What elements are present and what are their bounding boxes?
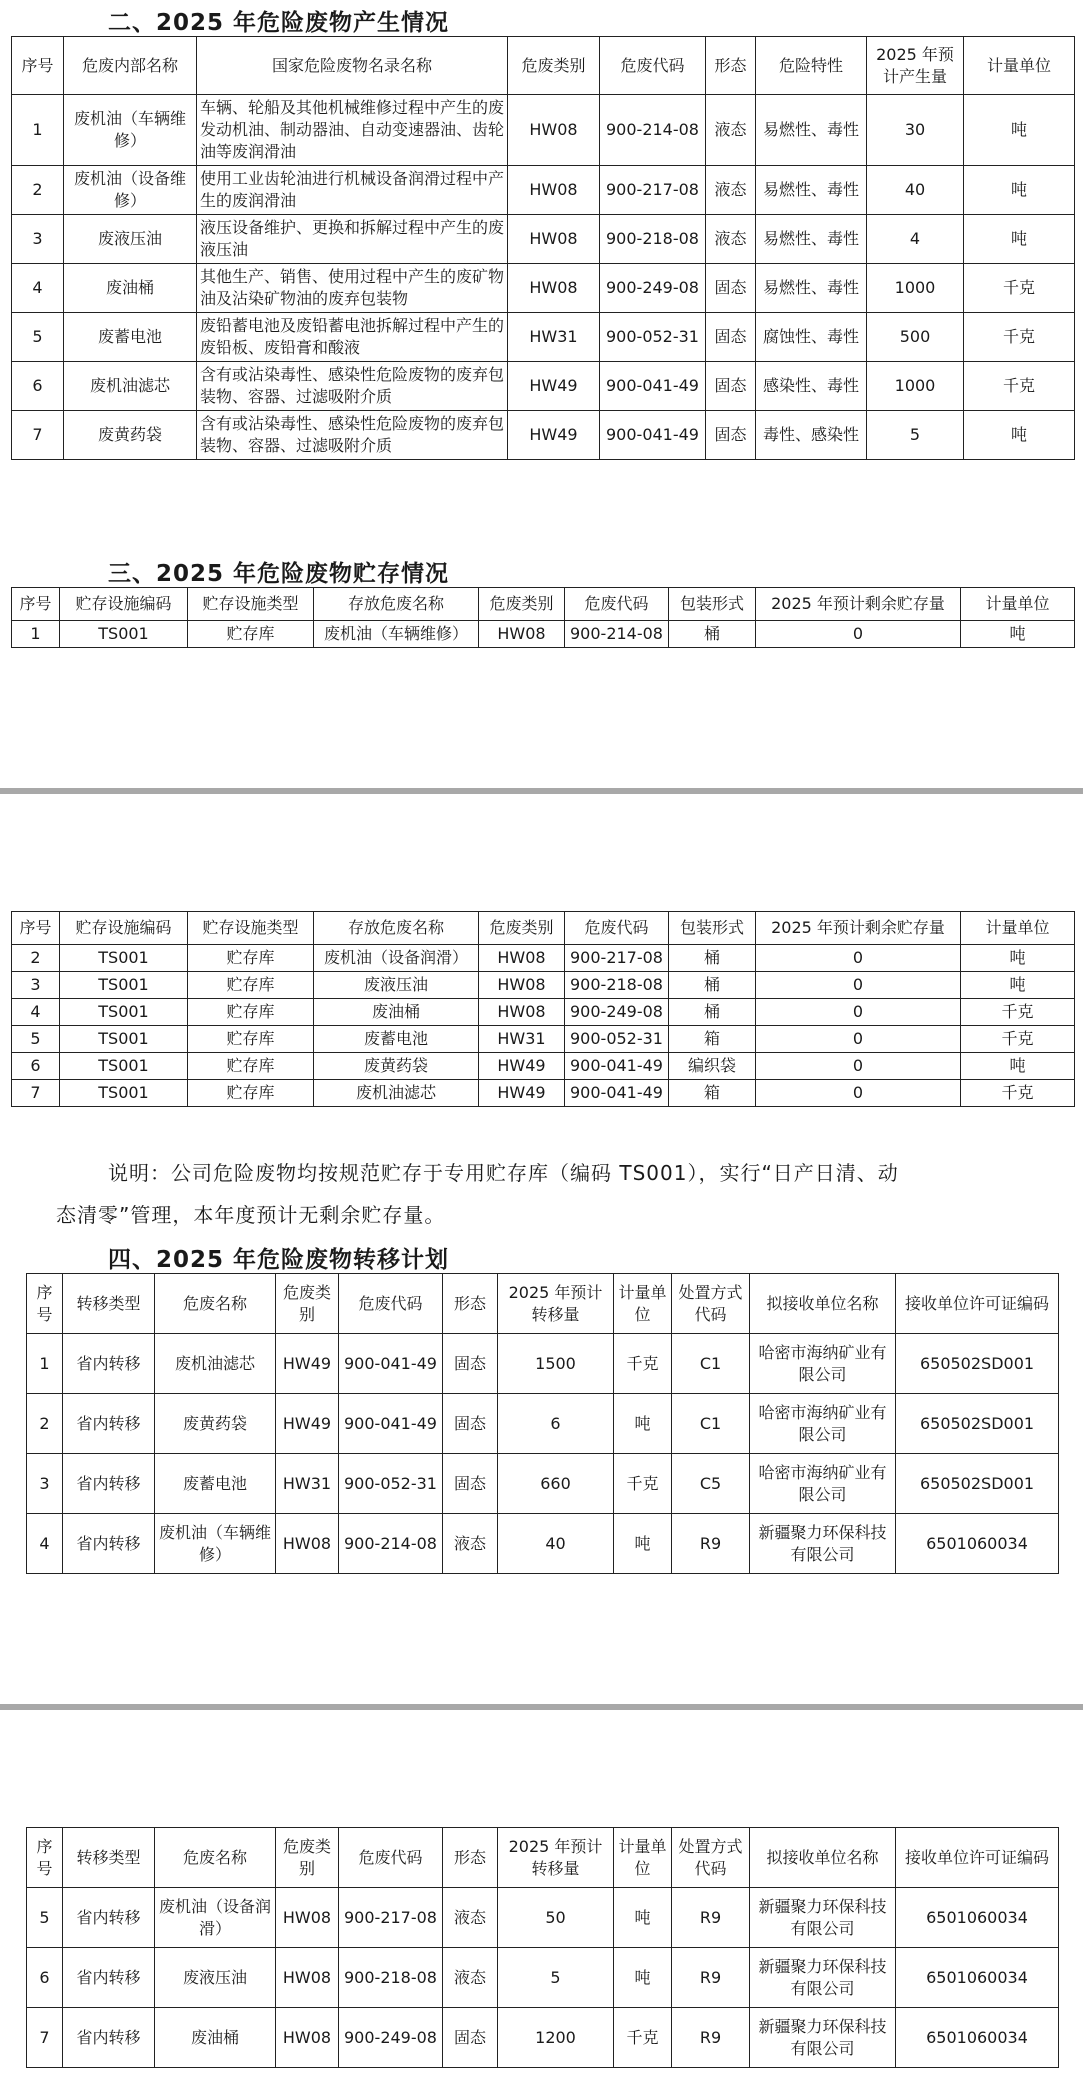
cell-transfer-type: 省内转移 <box>63 1454 155 1514</box>
cell-facility-type: 贮存库 <box>188 1080 314 1107</box>
cell-category: HW08 <box>479 945 565 972</box>
cell-seq: 3 <box>12 972 60 999</box>
column-header-seq: 序号 <box>12 912 60 945</box>
cell-packaging: 桶 <box>669 972 756 999</box>
cell-unit: 千克 <box>964 264 1075 313</box>
table-row <box>27 1888 1059 1948</box>
cell-category: HW49 <box>508 411 600 460</box>
table-row <box>27 1948 1059 2008</box>
cell-code: 900-249-08 <box>339 2008 443 2068</box>
cell-transfer-type: 省内转移 <box>63 1948 155 2008</box>
cell-code: 900-249-08 <box>565 999 669 1026</box>
cell-state: 固态 <box>706 264 756 313</box>
cell-category: HW31 <box>479 1026 565 1053</box>
cell-transfer-type: 省内转移 <box>63 1394 155 1454</box>
cell-packaging: 桶 <box>669 621 756 648</box>
column-header-hazard: 危险特性 <box>756 37 867 95</box>
cell-facility-code: TS001 <box>60 621 188 648</box>
cell-seq: 5 <box>12 313 64 362</box>
cell-code: 900-214-08 <box>339 1514 443 1574</box>
cell-code: 900-041-49 <box>600 362 706 411</box>
cell-catalog-name: 废铅蓄电池及废铅蓄电池拆解过程中产生的废铅板、废铅膏和酸液 <box>197 313 508 362</box>
cell-disposal-code: R9 <box>672 1888 750 1948</box>
table-row <box>12 264 1075 313</box>
cell-stored-waste: 废黄药袋 <box>314 1053 479 1080</box>
column-header-planned-transfer: 2025 年预计转移量 <box>498 1828 614 1888</box>
cell-state: 固态 <box>443 1334 498 1394</box>
column-header-unit: 计量单位 <box>964 37 1075 95</box>
column-header-catalog-name: 国家危险废物名录名称 <box>197 37 508 95</box>
column-header-stored-waste: 存放危废名称 <box>314 912 479 945</box>
column-header-seq: 序号 <box>27 1828 63 1888</box>
cell-receiver-license: 6501060034 <box>896 2008 1059 2068</box>
cell-category: HW08 <box>276 1948 339 2008</box>
cell-unit: 吨 <box>961 621 1075 648</box>
cell-internal-name: 废机油（车辆维修） <box>64 95 197 166</box>
cell-facility-type: 贮存库 <box>188 999 314 1026</box>
cell-disposal-code: C1 <box>672 1394 750 1454</box>
cell-catalog-name: 含有或沾染毒性、感染性危险废物的废弃包装物、容器、过滤吸附介质 <box>197 362 508 411</box>
cell-state: 液态 <box>443 1948 498 2008</box>
table-row <box>27 1394 1059 1454</box>
column-header-category: 危废类别 <box>276 1274 339 1334</box>
cell-internal-name: 废黄药袋 <box>64 411 197 460</box>
storage-table-page2 <box>11 911 1075 1107</box>
cell-receiver-name: 新疆聚力环保科技有限公司 <box>750 1514 896 1574</box>
table-row <box>12 166 1075 215</box>
cell-state: 固态 <box>706 362 756 411</box>
cell-code: 900-249-08 <box>600 264 706 313</box>
column-header-code: 危废代码 <box>565 912 669 945</box>
cell-receiver-license: 650502SD001 <box>896 1394 1059 1454</box>
section-2-title: 二、2025 年危险废物产生情况 <box>108 10 450 36</box>
cell-planned-amount: 30 <box>867 95 964 166</box>
cell-packaging: 桶 <box>669 999 756 1026</box>
cell-receiver-name: 哈密市海纳矿业有限公司 <box>750 1394 896 1454</box>
cell-unit: 千克 <box>961 999 1075 1026</box>
column-header-remaining-storage: 2025 年预计剩余贮存量 <box>756 912 961 945</box>
cell-internal-name: 废油桶 <box>64 264 197 313</box>
column-header-category: 危废类别 <box>508 37 600 95</box>
cell-waste-name: 废机油滤芯 <box>155 1334 276 1394</box>
cell-planned-amount: 1000 <box>867 264 964 313</box>
cell-state: 液态 <box>706 215 756 264</box>
column-header-planned-amount: 2025 年预计产生量 <box>867 37 964 95</box>
cell-receiver-license: 650502SD001 <box>896 1454 1059 1514</box>
cell-hazard: 腐蚀性、毒性 <box>756 313 867 362</box>
column-header-receiver-license: 接收单位许可证编码 <box>896 1274 1059 1334</box>
cell-facility-type: 贮存库 <box>188 972 314 999</box>
cell-waste-name: 废蓄电池 <box>155 1454 276 1514</box>
column-header-internal-name: 危废内部名称 <box>64 37 197 95</box>
cell-seq: 4 <box>12 999 60 1026</box>
cell-stored-waste: 废液压油 <box>314 972 479 999</box>
cell-unit: 吨 <box>964 411 1075 460</box>
cell-receiver-name: 新疆聚力环保科技有限公司 <box>750 1888 896 1948</box>
transfer-plan-table-page2 <box>26 1827 1059 2068</box>
cell-unit: 千克 <box>964 362 1075 411</box>
cell-seq: 2 <box>12 166 64 215</box>
cell-unit: 吨 <box>614 1948 672 2008</box>
cell-category: HW08 <box>479 999 565 1026</box>
cell-code: 900-218-08 <box>600 215 706 264</box>
cell-hazard: 感染性、毒性 <box>756 362 867 411</box>
table-header-row <box>12 37 1075 95</box>
column-header-code: 危废代码 <box>339 1274 443 1334</box>
cell-seq: 3 <box>27 1454 63 1514</box>
cell-hazard: 毒性、感染性 <box>756 411 867 460</box>
cell-facility-type: 贮存库 <box>188 1053 314 1080</box>
cell-remaining-storage: 0 <box>756 1053 961 1080</box>
cell-seq: 2 <box>12 945 60 972</box>
cell-unit: 千克 <box>614 2008 672 2068</box>
section-4-title: 四、2025 年危险废物转移计划 <box>108 1247 450 1273</box>
cell-category: HW08 <box>508 215 600 264</box>
column-header-state: 形态 <box>443 1274 498 1334</box>
cell-code: 900-041-49 <box>339 1394 443 1454</box>
cell-catalog-name: 含有或沾染毒性、感染性危险废物的废弃包装物、容器、过滤吸附介质 <box>197 411 508 460</box>
cell-code: 900-041-49 <box>339 1334 443 1394</box>
cell-code: 900-217-08 <box>565 945 669 972</box>
column-header-state: 形态 <box>443 1828 498 1888</box>
cell-receiver-name: 新疆聚力环保科技有限公司 <box>750 1948 896 2008</box>
page-separator <box>0 1704 1083 1710</box>
cell-planned-transfer: 1500 <box>498 1334 614 1394</box>
cell-unit: 吨 <box>964 166 1075 215</box>
cell-stored-waste: 废蓄电池 <box>314 1026 479 1053</box>
cell-category: HW08 <box>508 95 600 166</box>
cell-category: HW31 <box>276 1454 339 1514</box>
cell-code: 900-041-49 <box>600 411 706 460</box>
cell-planned-transfer: 50 <box>498 1888 614 1948</box>
column-header-facility-type: 贮存设施类型 <box>188 588 314 621</box>
table-header-row <box>27 1274 1059 1334</box>
cell-disposal-code: R9 <box>672 1514 750 1574</box>
column-header-unit: 计量单位 <box>614 1274 672 1334</box>
transfer-plan-table-page1 <box>26 1273 1059 1574</box>
column-header-planned-transfer: 2025 年预计转移量 <box>498 1274 614 1334</box>
cell-seq: 4 <box>27 1514 63 1574</box>
table-row <box>12 1053 1075 1080</box>
cell-packaging: 箱 <box>669 1026 756 1053</box>
cell-receiver-license: 6501060034 <box>896 1948 1059 2008</box>
storage-table-page1 <box>11 587 1075 648</box>
cell-category: HW49 <box>479 1080 565 1107</box>
cell-waste-name: 废机油（车辆维修） <box>155 1514 276 1574</box>
column-header-waste-name: 危废名称 <box>155 1828 276 1888</box>
cell-state: 液态 <box>443 1888 498 1948</box>
cell-seq: 5 <box>27 1888 63 1948</box>
column-header-unit: 计量单位 <box>614 1828 672 1888</box>
column-header-code: 危废代码 <box>600 37 706 95</box>
cell-state: 固态 <box>706 313 756 362</box>
column-header-receiver-name: 拟接收单位名称 <box>750 1274 896 1334</box>
column-header-stored-waste: 存放危废名称 <box>314 588 479 621</box>
cell-planned-amount: 500 <box>867 313 964 362</box>
cell-receiver-name: 哈密市海纳矿业有限公司 <box>750 1334 896 1394</box>
cell-unit: 千克 <box>961 1026 1075 1053</box>
cell-seq: 7 <box>27 2008 63 2068</box>
cell-category: HW08 <box>276 2008 339 2068</box>
column-header-facility-type: 贮存设施类型 <box>188 912 314 945</box>
cell-remaining-storage: 0 <box>756 999 961 1026</box>
cell-catalog-name: 车辆、轮船及其他机械维修过程中产生的废发动机油、制动器油、自动变速器油、齿轮油等废润滑油 <box>197 95 508 166</box>
cell-catalog-name: 液压设备维护、更换和拆解过程中产生的废液压油 <box>197 215 508 264</box>
column-header-waste-name: 危废名称 <box>155 1274 276 1334</box>
cell-stored-waste: 废油桶 <box>314 999 479 1026</box>
cell-planned-amount: 1000 <box>867 362 964 411</box>
cell-remaining-storage: 0 <box>756 1080 961 1107</box>
cell-category: HW49 <box>276 1334 339 1394</box>
cell-state: 固态 <box>443 2008 498 2068</box>
cell-facility-code: TS001 <box>60 1053 188 1080</box>
cell-seq: 6 <box>12 1053 60 1080</box>
cell-code: 900-214-08 <box>600 95 706 166</box>
cell-planned-transfer: 1200 <box>498 2008 614 2068</box>
cell-category: HW08 <box>508 166 600 215</box>
cell-state: 液态 <box>443 1514 498 1574</box>
storage-note-line1: 说明：公司危险废物均按规范贮存于专用贮存库（编码 TS001），实行“日产日清、动 <box>108 1161 899 1185</box>
column-header-disposal-code: 处置方式代码 <box>672 1828 750 1888</box>
table-row <box>12 1080 1075 1107</box>
cell-unit: 千克 <box>961 1080 1075 1107</box>
cell-remaining-storage: 0 <box>756 1026 961 1053</box>
table-row <box>12 95 1075 166</box>
column-header-category: 危废类别 <box>276 1828 339 1888</box>
cell-unit: 千克 <box>614 1454 672 1514</box>
column-header-facility-code: 贮存设施编码 <box>60 588 188 621</box>
cell-planned-transfer: 660 <box>498 1454 614 1514</box>
table-row <box>12 362 1075 411</box>
table-row <box>12 972 1075 999</box>
table-row <box>12 621 1075 648</box>
cell-seq: 7 <box>12 411 64 460</box>
cell-facility-type: 贮存库 <box>188 945 314 972</box>
cell-planned-amount: 40 <box>867 166 964 215</box>
cell-transfer-type: 省内转移 <box>63 2008 155 2068</box>
cell-facility-code: TS001 <box>60 945 188 972</box>
cell-unit: 千克 <box>614 1334 672 1394</box>
cell-facility-code: TS001 <box>60 999 188 1026</box>
cell-category: HW08 <box>276 1514 339 1574</box>
table-row <box>27 2008 1059 2068</box>
storage-note-line2: 态清零”管理，本年度预计无剩余贮存量。 <box>56 1203 446 1227</box>
column-header-unit: 计量单位 <box>961 912 1075 945</box>
cell-receiver-name: 哈密市海纳矿业有限公司 <box>750 1454 896 1514</box>
cell-internal-name: 废机油（设备维修） <box>64 166 197 215</box>
cell-hazard: 易燃性、毒性 <box>756 95 867 166</box>
column-header-transfer-type: 转移类型 <box>63 1274 155 1334</box>
cell-category: HW49 <box>508 362 600 411</box>
cell-code: 900-052-31 <box>565 1026 669 1053</box>
cell-catalog-name: 其他生产、销售、使用过程中产生的废矿物油及沾染矿物油的废弃包装物 <box>197 264 508 313</box>
cell-state: 液态 <box>706 95 756 166</box>
cell-internal-name: 废蓄电池 <box>64 313 197 362</box>
cell-hazard: 易燃性、毒性 <box>756 215 867 264</box>
cell-stored-waste: 废机油（车辆维修） <box>314 621 479 648</box>
cell-disposal-code: R9 <box>672 2008 750 2068</box>
cell-facility-code: TS001 <box>60 972 188 999</box>
cell-stored-waste: 废机油（设备润滑） <box>314 945 479 972</box>
cell-category: HW08 <box>479 621 565 648</box>
table-row <box>12 313 1075 362</box>
column-header-packaging: 包装形式 <box>669 912 756 945</box>
cell-seq: 1 <box>12 621 60 648</box>
cell-facility-type: 贮存库 <box>188 621 314 648</box>
page-separator <box>0 788 1083 794</box>
cell-waste-name: 废黄药袋 <box>155 1394 276 1454</box>
column-header-state: 形态 <box>706 37 756 95</box>
cell-state: 固态 <box>443 1454 498 1514</box>
cell-internal-name: 废机油滤芯 <box>64 362 197 411</box>
column-header-transfer-type: 转移类型 <box>63 1828 155 1888</box>
cell-seq: 1 <box>12 95 64 166</box>
column-header-category: 危废类别 <box>479 588 565 621</box>
table-header-row <box>12 588 1075 621</box>
cell-code: 900-041-49 <box>565 1080 669 1107</box>
cell-internal-name: 废液压油 <box>64 215 197 264</box>
cell-unit: 吨 <box>964 95 1075 166</box>
section-3-title: 三、2025 年危险废物贮存情况 <box>108 561 450 587</box>
column-header-receiver-license: 接收单位许可证编码 <box>896 1828 1059 1888</box>
cell-seq: 6 <box>12 362 64 411</box>
table-row <box>12 411 1075 460</box>
cell-state: 固态 <box>706 411 756 460</box>
cell-packaging: 编织袋 <box>669 1053 756 1080</box>
cell-unit: 吨 <box>614 1888 672 1948</box>
table-row <box>12 945 1075 972</box>
column-header-seq: 序号 <box>12 37 64 95</box>
cell-transfer-type: 省内转移 <box>63 1514 155 1574</box>
cell-catalog-name: 使用工业齿轮油进行机械设备润滑过程中产生的废润滑油 <box>197 166 508 215</box>
cell-transfer-type: 省内转移 <box>63 1888 155 1948</box>
cell-planned-amount: 5 <box>867 411 964 460</box>
cell-receiver-license: 6501060034 <box>896 1888 1059 1948</box>
cell-planned-transfer: 5 <box>498 1948 614 2008</box>
cell-disposal-code: R9 <box>672 1948 750 2008</box>
cell-code: 900-218-08 <box>339 1948 443 2008</box>
column-header-code: 危废代码 <box>339 1828 443 1888</box>
cell-receiver-license: 6501060034 <box>896 1514 1059 1574</box>
cell-seq: 5 <box>12 1026 60 1053</box>
cell-seq: 2 <box>27 1394 63 1454</box>
column-header-disposal-code: 处置方式代码 <box>672 1274 750 1334</box>
cell-planned-amount: 4 <box>867 215 964 264</box>
cell-remaining-storage: 0 <box>756 621 961 648</box>
waste-generation-table <box>11 36 1075 460</box>
cell-code: 900-052-31 <box>339 1454 443 1514</box>
cell-facility-code: TS001 <box>60 1080 188 1107</box>
cell-seq: 4 <box>12 264 64 313</box>
cell-state: 固态 <box>443 1394 498 1454</box>
cell-seq: 7 <box>12 1080 60 1107</box>
table-row <box>27 1334 1059 1394</box>
table-header-row <box>12 912 1075 945</box>
cell-unit: 吨 <box>961 945 1075 972</box>
column-header-seq: 序号 <box>12 588 60 621</box>
cell-code: 900-041-49 <box>565 1053 669 1080</box>
cell-receiver-name: 新疆聚力环保科技有限公司 <box>750 2008 896 2068</box>
column-header-seq: 序号 <box>27 1274 63 1334</box>
cell-category: HW49 <box>276 1394 339 1454</box>
table-header-row <box>27 1828 1059 1888</box>
table-row <box>12 999 1075 1026</box>
cell-seq: 6 <box>27 1948 63 2008</box>
cell-disposal-code: C1 <box>672 1334 750 1394</box>
cell-code: 900-217-08 <box>600 166 706 215</box>
cell-category: HW31 <box>508 313 600 362</box>
cell-stored-waste: 废机油滤芯 <box>314 1080 479 1107</box>
table-row <box>27 1454 1059 1514</box>
cell-category: HW08 <box>479 972 565 999</box>
cell-category: HW08 <box>508 264 600 313</box>
cell-unit: 吨 <box>614 1394 672 1454</box>
cell-transfer-type: 省内转移 <box>63 1334 155 1394</box>
cell-category: HW08 <box>276 1888 339 1948</box>
column-header-category: 危废类别 <box>479 912 565 945</box>
cell-code: 900-218-08 <box>565 972 669 999</box>
column-header-code: 危废代码 <box>565 588 669 621</box>
cell-receiver-license: 650502SD001 <box>896 1334 1059 1394</box>
column-header-facility-code: 贮存设施编码 <box>60 912 188 945</box>
cell-hazard: 易燃性、毒性 <box>756 166 867 215</box>
cell-waste-name: 废机油（设备润滑） <box>155 1888 276 1948</box>
cell-state: 液态 <box>706 166 756 215</box>
cell-disposal-code: C5 <box>672 1454 750 1514</box>
cell-unit: 吨 <box>614 1514 672 1574</box>
cell-packaging: 桶 <box>669 945 756 972</box>
cell-hazard: 易燃性、毒性 <box>756 264 867 313</box>
column-header-unit: 计量单位 <box>961 588 1075 621</box>
cell-waste-name: 废液压油 <box>155 1948 276 2008</box>
table-row <box>12 215 1075 264</box>
column-header-packaging: 包装形式 <box>669 588 756 621</box>
cell-seq: 3 <box>12 215 64 264</box>
table-row <box>27 1514 1059 1574</box>
cell-seq: 1 <box>27 1334 63 1394</box>
cell-unit: 吨 <box>961 972 1075 999</box>
cell-remaining-storage: 0 <box>756 945 961 972</box>
cell-waste-name: 废油桶 <box>155 2008 276 2068</box>
cell-remaining-storage: 0 <box>756 972 961 999</box>
cell-facility-code: TS001 <box>60 1026 188 1053</box>
cell-unit: 吨 <box>961 1053 1075 1080</box>
cell-category: HW49 <box>479 1053 565 1080</box>
cell-unit: 吨 <box>964 215 1075 264</box>
cell-planned-transfer: 40 <box>498 1514 614 1574</box>
table-row <box>12 1026 1075 1053</box>
column-header-receiver-name: 拟接收单位名称 <box>750 1828 896 1888</box>
cell-code: 900-214-08 <box>565 621 669 648</box>
cell-facility-type: 贮存库 <box>188 1026 314 1053</box>
column-header-remaining-storage: 2025 年预计剩余贮存量 <box>756 588 961 621</box>
cell-code: 900-052-31 <box>600 313 706 362</box>
cell-code: 900-217-08 <box>339 1888 443 1948</box>
cell-unit: 千克 <box>964 313 1075 362</box>
cell-packaging: 箱 <box>669 1080 756 1107</box>
cell-planned-transfer: 6 <box>498 1394 614 1454</box>
